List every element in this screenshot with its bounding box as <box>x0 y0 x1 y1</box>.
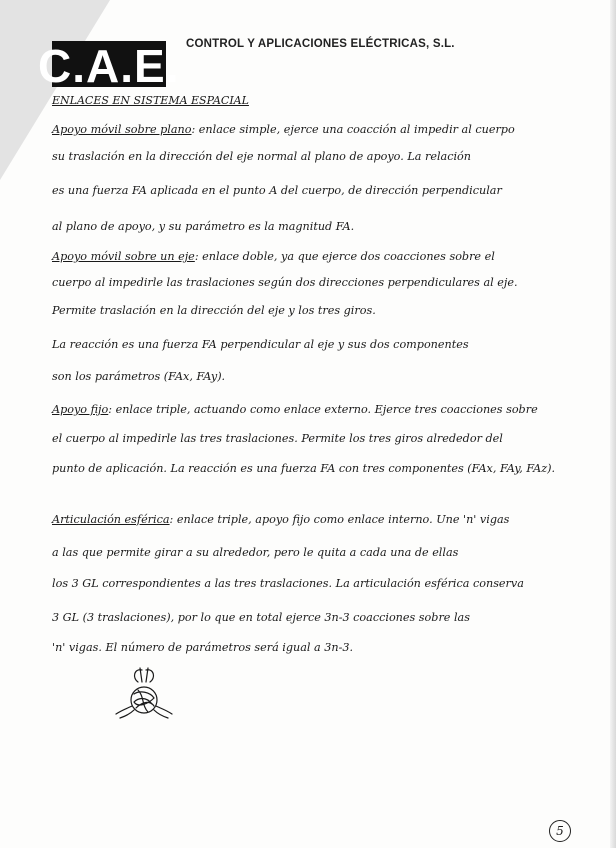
p1-line-1 <box>52 123 515 137</box>
p2-line-2: cuerpo al impedirle las traslaciones según dos direcciones perpendiculares al eje. <box>52 276 518 289</box>
p2-line-1 <box>52 250 495 264</box>
company-logo: C.A.E. <box>38 40 180 92</box>
p4-line-2: a las que permite girar a su alrededor, pero le quita a cada una de ellas <box>52 546 459 559</box>
section-heading: ENLACES EN SISTEMA ESPACIAL <box>52 94 249 107</box>
p3-term: Apoyo fijo <box>52 403 109 416</box>
p1-line-3: es una fuerza FA aplicada en el punto A del cuerpo, de dirección perpendicular <box>52 184 502 197</box>
p4-line-1 <box>52 513 509 527</box>
p3-line-2: el cuerpo al impedirle las tres traslaciones. Permite los tres giros alrededor del <box>52 432 503 445</box>
p1-line-2: su traslación en la dirección del eje normal al plano de apoyo. La relación <box>52 150 471 163</box>
p2-term: Apoyo móvil sobre un eje <box>52 250 195 263</box>
spherical-joint-sketch-icon <box>112 664 176 724</box>
p4-line-1-text: : enlace triple, apoyo fijo como enlace interno. Une 'n' vigas <box>169 513 510 526</box>
p4-line-3: los 3 GL correspondientes a las tres traslaciones. La articulación esférica conserva <box>52 577 524 590</box>
p1-term: Apoyo móvil sobre plano <box>52 123 192 136</box>
p4-line-5: 'n' vigas. El número de parámetros será igual a 3n-3. <box>52 641 354 654</box>
p4-line-4: 3 GL (3 traslaciones), por lo que en total ejerce 3n-3 coacciones sobre las <box>52 611 470 624</box>
p2-line-1-text: : enlace doble, ya que ejerce dos coacciones sobre el <box>194 250 495 263</box>
p1-line-4: al plano de apoyo, y su parámetro es la magnitud FA. <box>52 220 355 233</box>
p4-term: Articulación esférica <box>52 513 170 526</box>
p3-line-1 <box>52 403 538 417</box>
company-name: CONTROL Y APLICACIONES ELÉCTRICAS, S.L. <box>186 38 455 50</box>
p3-line-3: punto de aplicación. La reacción es una fuerza FA con tres componentes (FAx, FAy, FAz). <box>52 462 556 475</box>
p2-line-3: Permite traslación en la dirección del eje y los tres giros. <box>52 304 376 317</box>
p1-line-1-text: : enlace simple, ejerce una coacción al impedir al cuerpo <box>191 123 515 136</box>
p3-line-1-text: : enlace triple, actuando como enlace externo. Ejerce tres coacciones sobre <box>108 403 538 416</box>
p2-line-4: La reacción es una fuerza FA perpendicular al eje y sus dos componentes <box>52 338 469 351</box>
page-edge-shadow <box>610 0 616 848</box>
p2-line-5: son los parámetros (FAx, FAy). <box>52 370 226 383</box>
page-number: 5 <box>549 820 571 842</box>
